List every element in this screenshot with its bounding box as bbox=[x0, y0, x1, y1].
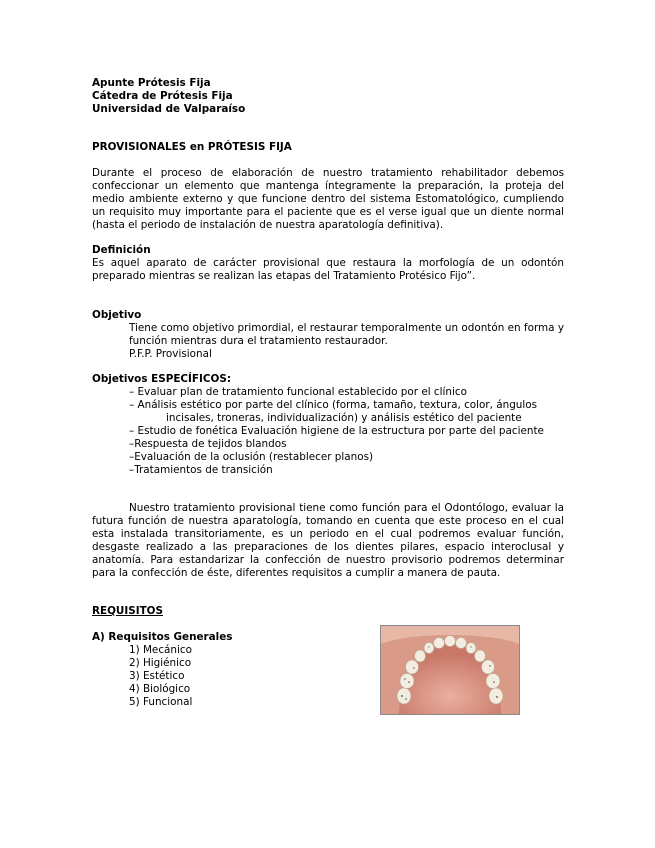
definicion-heading: Definición bbox=[92, 244, 151, 256]
requisito-item: 3) Estético bbox=[129, 670, 185, 682]
requisito-item: 1) Mecánico bbox=[129, 644, 192, 656]
especificos-heading: Objetivos ESPECÍFICOS: bbox=[92, 373, 231, 385]
definicion-text: Es aquel aparato de carácter provisional que restaura la morfología de un odontón preparado mientras se realizan las etapas del Tratamiento Protésico Fijo”. bbox=[92, 257, 564, 282]
header-line-3: Universidad de Valparaíso bbox=[92, 103, 246, 115]
funcion-paragraph: Nuestro tratamiento provisional tiene como función para el Odontólogo, evaluar la futura función de nuestra aparatología, tomando en cuenta que este proceso en el cual esta instalada transitoriamente, es un periodo en el cual podremos evaluar función, desgaste realizado a las preparaciones de los dientes pilares, espacio interoclusal y anatomía. Para estandarizar la confección de nuestro provisorio podremos determinar para la confección de éste, diferentes requisitos a cumplir a manera de pauta. bbox=[92, 502, 564, 579]
requisitos-heading: REQUISITOS bbox=[92, 605, 163, 617]
dental-provisional-photo bbox=[380, 625, 520, 715]
especifico-item: – Análisis estético por parte del clínico (forma, tamaño, textura, color, ángulos bbox=[129, 399, 538, 411]
requisitos-generales-heading: A) Requisitos Generales bbox=[92, 631, 233, 643]
especifico-item: –Evaluación de la oclusión (restablecer planos) bbox=[129, 451, 374, 463]
especifico-item: – Estudio de fonética Evaluación higiene de la estructura por parte del paciente bbox=[129, 425, 544, 437]
document-title: PROVISIONALES en PRÓTESIS FIJA bbox=[92, 141, 292, 153]
objetivo-heading: Objetivo bbox=[92, 309, 142, 321]
especifico-item: –Tratamientos de transición bbox=[129, 464, 273, 476]
requisito-item: 2) Higiénico bbox=[129, 657, 192, 669]
intro-paragraph: Durante el proceso de elaboración de nuestro tratamiento rehabilitador debemos confeccionar un elemento que mantenga íntegramente la preparación, la proteja del medio ambiente externo y que funcione dentro del sistema Estomatológico, cumpliendo un requisito muy importante para el paciente que es el verse igual que un diente normal (hasta el periodo de instalación de nuestra aparatología definitiva). bbox=[92, 167, 564, 231]
especifico-item: –Respuesta de tejidos blandos bbox=[129, 438, 287, 450]
objetivo-text: Tiene como objetivo primordial, el restaurar temporalmente un odontón en forma y función mientras dura el tratamiento restaurador. bbox=[129, 322, 564, 347]
requisito-item: 4) Biológico bbox=[129, 683, 191, 695]
objetivo-note: P.F.P. Provisional bbox=[129, 348, 212, 360]
requisito-item: 5) Funcional bbox=[129, 696, 193, 708]
header-line-2: Cátedra de Prótesis Fija bbox=[92, 90, 233, 102]
especifico-item: – Evaluar plan de tratamiento funcional establecido por el clínico bbox=[129, 386, 467, 398]
upper-arch-illustration bbox=[381, 626, 519, 714]
especifico-item: incisales, troneras, individualización) y análisis estético del paciente bbox=[166, 412, 522, 424]
header-line-1: Apunte Prótesis Fija bbox=[92, 77, 211, 89]
